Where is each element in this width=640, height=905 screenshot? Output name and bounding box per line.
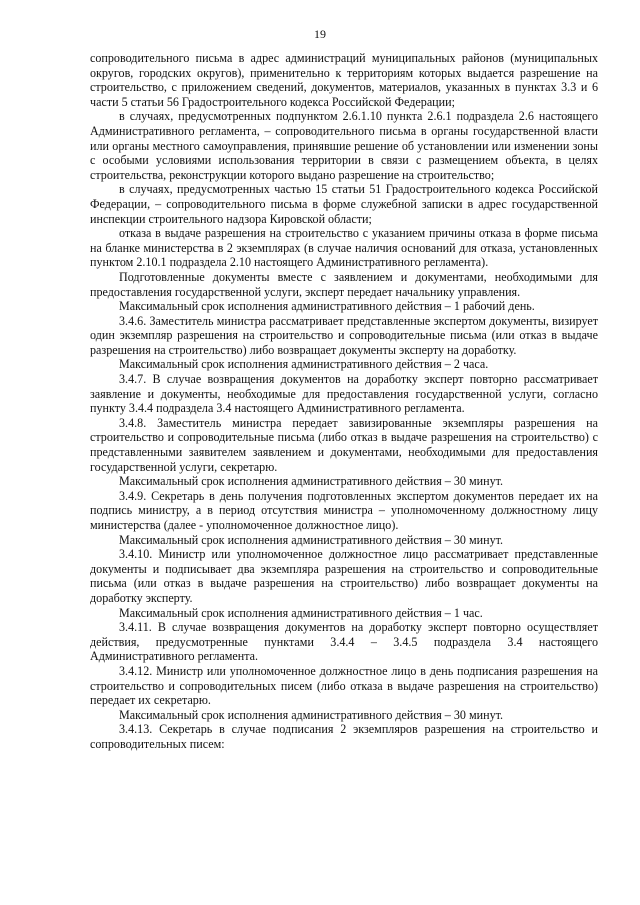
paragraph: Максимальный срок исполнения административного действия – 30 минут. — [119, 474, 504, 489]
paragraph: сопроводительного письма в адрес администраций муниципальных районов (муниципальных округов, городских округов), применительно к территориям которых выдается разрешение на строительство, с приложением сведений, документов, материалов, указанных в пунктах 3.3 и 6 части 5 статьи 56 Градостроительного кодекса Российской Федерации; — [90, 51, 598, 109]
paragraph: Максимальный срок исполнения административного действия – 2 часа. — [119, 357, 489, 372]
paragraph: 3.4.13. Секретарь в случае подписания 2 экземпляров разрешения на строительство и сопроводительных писем: — [90, 722, 598, 751]
paragraph: 3.4.12. Министр или уполномоченное должностное лицо в день подписания разрешения на строительство и сопроводительных писем (либо отказа в выдаче разрешения на строительство) передает их секретарю. — [90, 663, 598, 708]
paragraph: отказа в выдаче разрешения на строительство с указанием причины отказа в форме письма на бланке министерства в 2 экземплярах (в случае наличия оснований для отказа, установленных пунктом 2.10.1 подраздела 2.10 настоящего Административного регламента). — [90, 226, 598, 270]
page-number: 19 — [314, 27, 326, 41]
paragraph: Подготовленные документы вместе с заявлением и документами, необходимыми для предоставления государственной услуги, эксперт передает начальнику управления. — [90, 269, 598, 299]
paragraph: 3.4.10. Министр или уполномоченное должностное лицо рассматривает представленные документы и подписывает два экземпляра разрешения на строительство и сопроводительные письма (или отказ в выдаче разрешения на строительство) либо возвращает документы на доработку эксперту. — [90, 547, 598, 605]
paragraph: Максимальный срок исполнения административного действия – 30 минут. — [119, 707, 504, 722]
paragraph: 3.4.11. В случае возвращения документов на доработку эксперт повторно осуществляет действия, предусмотренные пунктами 3.4.4 – 3.4.5 подраздела 3.4 настоящего Административного регламента. — [90, 620, 598, 664]
paragraph: 3.4.7. В случае возвращения документов на доработку эксперт повторно рассматривает заявление и документы, необходимые для предоставления государственной услуги, согласно пункту 3.4.4 подраздела 3.4 настоящего Административного регламента. — [90, 372, 598, 416]
paragraph: Максимальный срок исполнения административного действия – 30 минут. — [119, 532, 504, 547]
paragraph: в случаях, предусмотренных частью 15 статьи 51 Градостроительного кодекса Российской Федерации, – сопроводительного письма в форме служебной записки в адрес государственной инспекции строительного надзора Кировской области; — [90, 182, 598, 226]
paragraph: 3.4.8. Заместитель министра передает завизированные экземпляры разрешения на строительство и сопроводительные письма (либо отказ в выдаче разрешения на строительство) с представленными заявителем заявлением и документами, необходимыми для предоставления государственной услуги, секретарю. — [90, 415, 598, 474]
paragraph: Максимальный срок исполнения административного действия – 1 час. — [119, 605, 483, 620]
paragraph: 3.4.9. Секретарь в день получения подготовленных экспертом документов передает их на подпись министру, а в период отсутствия министра – уполномоченному должностному лицу министерства (далее - уполномоченное должностное лицо). — [90, 488, 598, 532]
paragraph: в случаях, предусмотренных подпунктом 2.6.1.10 пункта 2.6.1 подраздела 2.6 настоящего Административного регламента, – сопроводительного письма в органы государственной власти или органы местного самоуправления, принявшие решение об установлении или изменении зоны с особыми условиями использования территории в связи с размещением объекта, в целях строительства, реконструкции которого выдано разрешение на строительство; — [90, 109, 598, 182]
document-body — [90, 51, 598, 752]
paragraph: Максимальный срок исполнения административного действия – 1 рабочий день. — [119, 299, 535, 314]
paragraph: 3.4.6. Заместитель министра рассматривает представленные экспертом документы, визирует один экземпляр разрешения на строительство и сопроводительные письма (или отказ в выдаче разрешения на строительство) либо возвращает документы эксперту на доработку. — [90, 313, 598, 357]
